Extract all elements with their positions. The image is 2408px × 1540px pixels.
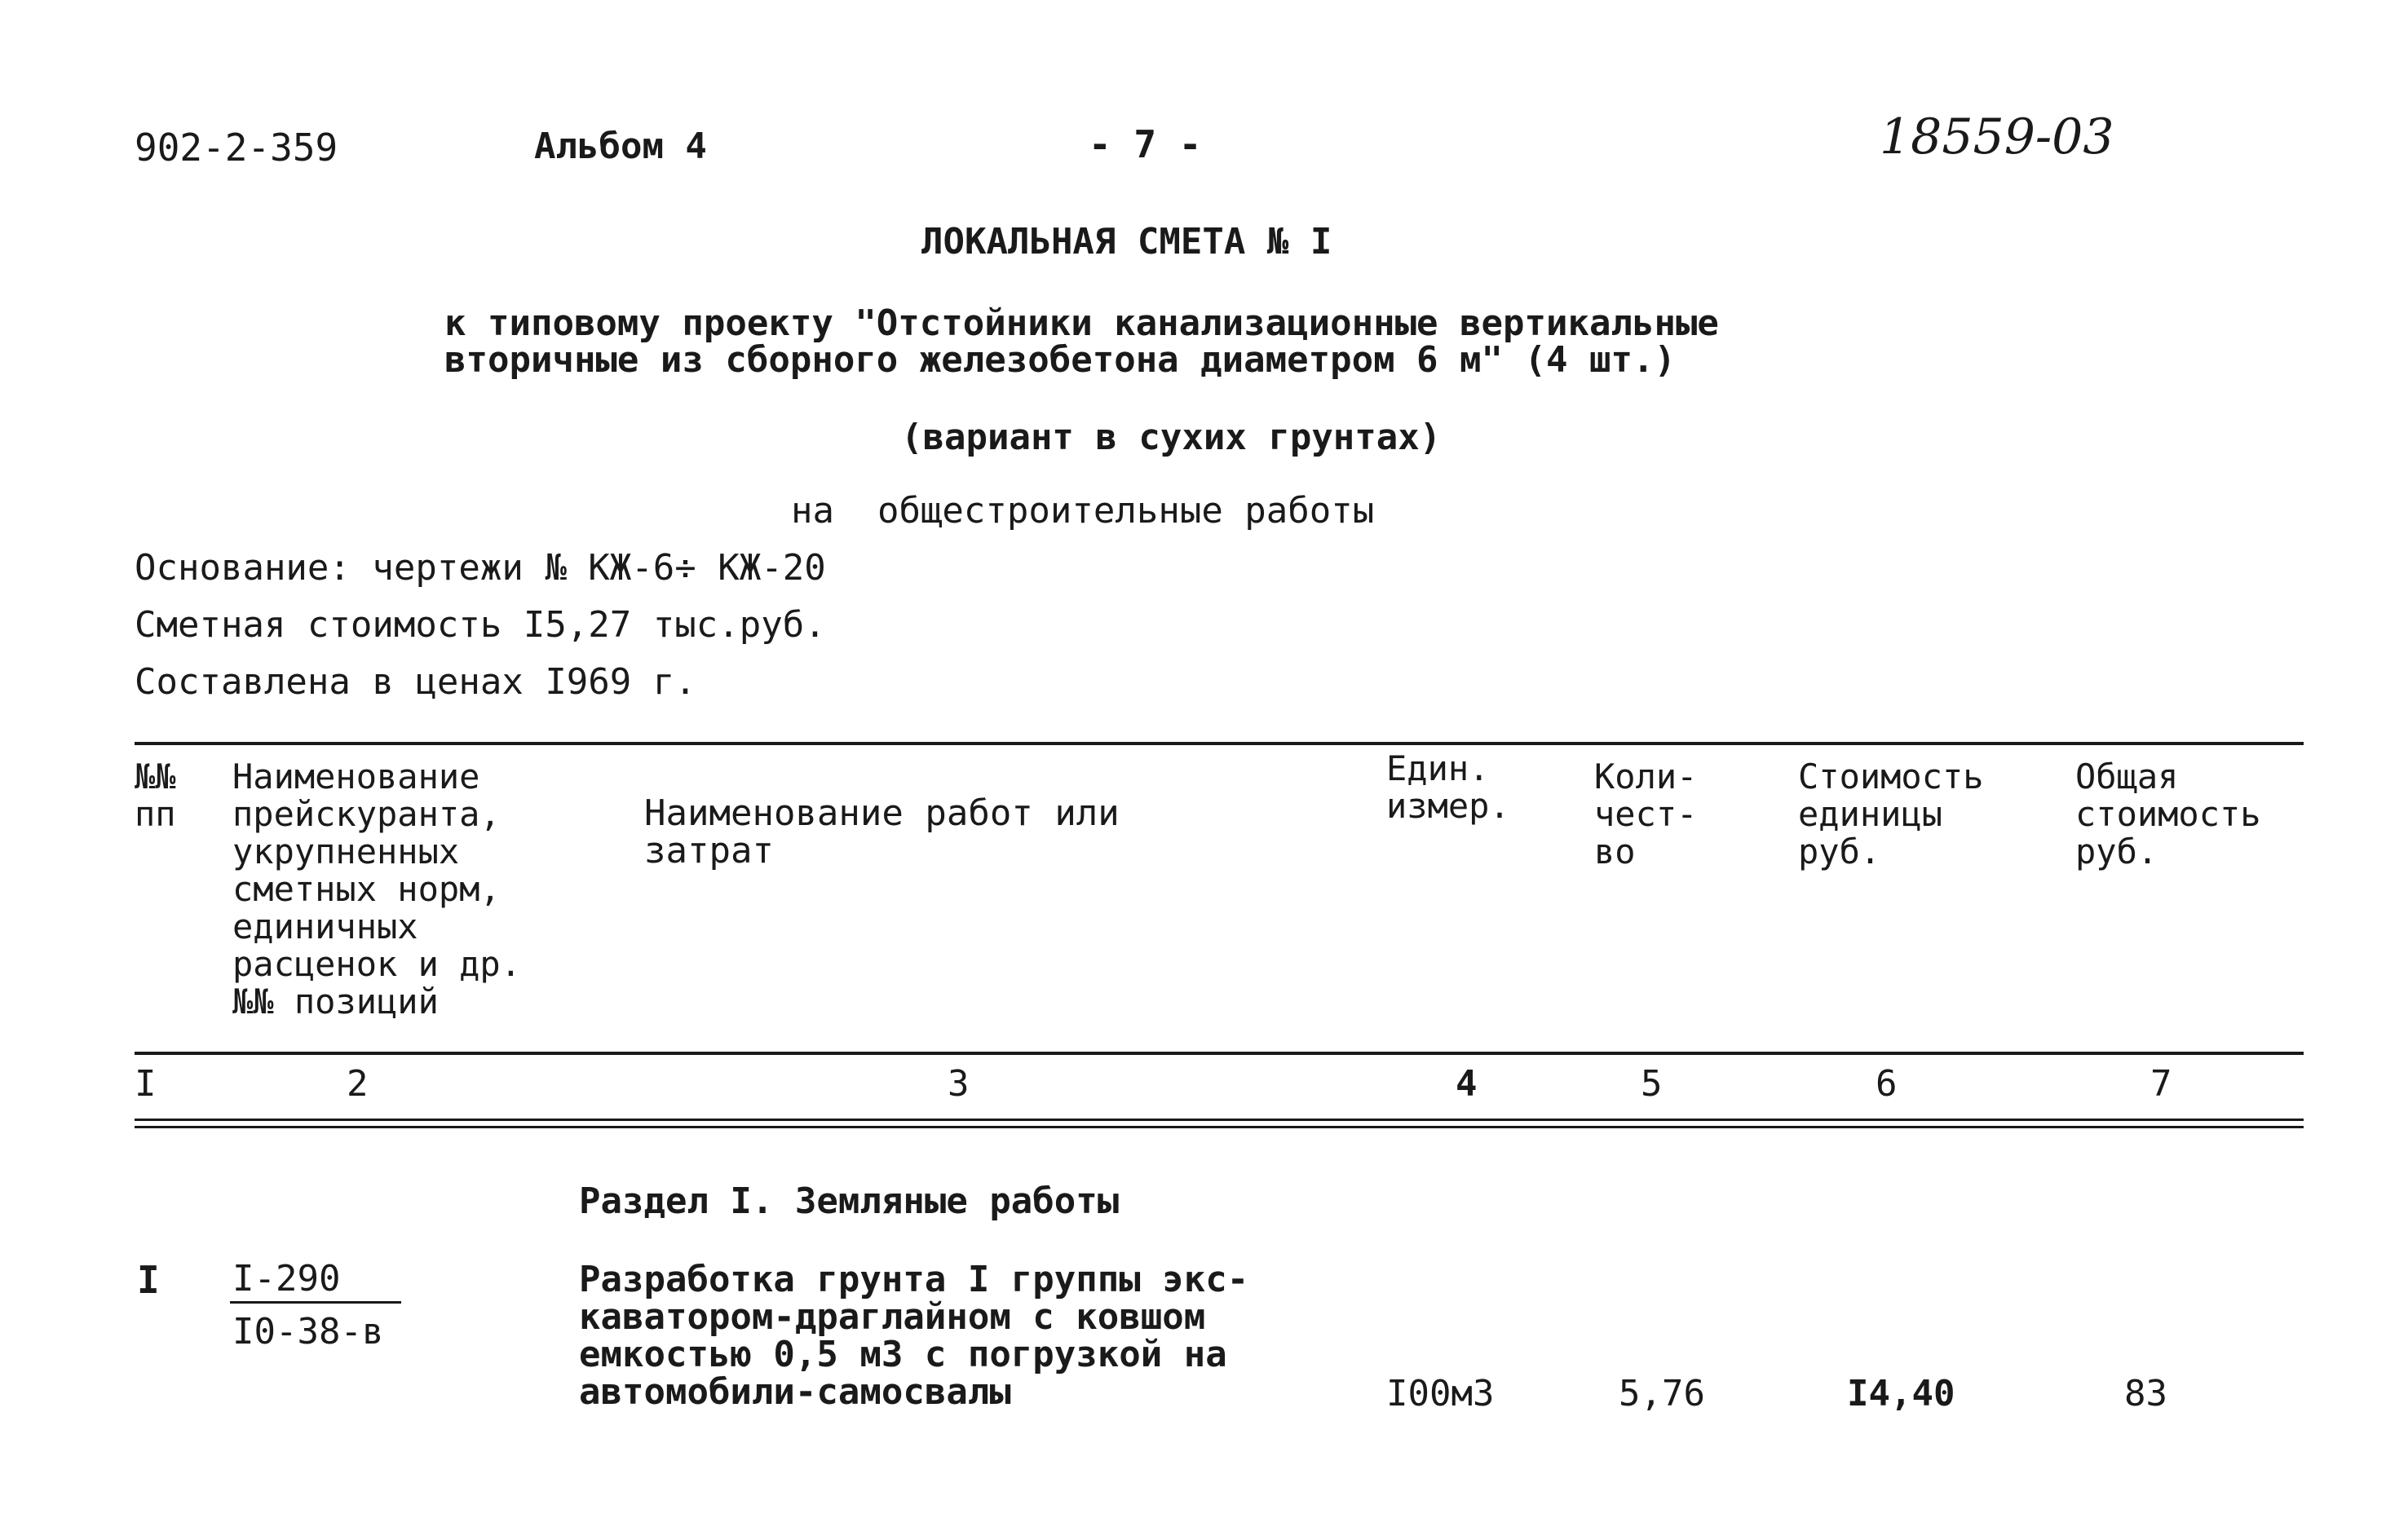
header-col-unit: Един. измер. <box>1386 748 1510 826</box>
header-col-quantity: Коли- чест- во <box>1594 757 1698 871</box>
column-numbers-rule-bottom <box>135 1126 2304 1128</box>
row-unit-cost: I4,40 <box>1847 1373 1955 1414</box>
row-total-cost: 83 <box>2124 1373 2167 1414</box>
prices-year-line: Составлена в ценах I969 г. <box>135 661 696 703</box>
header-col-unit-cost: Стоимость единицы руб. <box>1798 757 1984 871</box>
header-col-work-name: Наименование работ или затрат <box>644 792 1120 871</box>
row-description: Разработка грунта I группы экс- каватором-драглайном с ковшом емкостью 0,5 м3 с погрузкой на автомобили-самосвалы <box>579 1259 1249 1413</box>
column-number-1: I <box>135 1063 157 1105</box>
column-number-3: 3 <box>948 1063 970 1105</box>
column-numbers-rule-top <box>135 1119 2304 1121</box>
album-label: Альбом 4 <box>534 126 707 167</box>
section-title: Раздел I. Земляные работы <box>579 1180 1120 1222</box>
table-top-rule <box>135 742 2304 745</box>
document-title: ЛОКАЛЬНАЯ СМЕТА № I <box>921 221 1332 263</box>
row-code-bottom: I0-38-в <box>232 1311 384 1352</box>
basis-line: Основание: чертежи № КЖ-6÷ КЖ-20 <box>135 547 826 589</box>
column-number-4: 4 <box>1456 1063 1478 1105</box>
header-col-number: №№ пп <box>135 757 176 834</box>
page-number: - 7 - <box>1089 122 1202 166</box>
stamp-number: 18559-03 <box>1880 108 2114 165</box>
project-title-line2: вторичные из сборного железобетона диаметром 6 м" (4 шт.) <box>444 339 1676 381</box>
header-col-price-list: Наименование прейскуранта, укрупненных сметных норм, единичных расценок и др. №№ позиций <box>232 757 522 1022</box>
column-number-6: 6 <box>1876 1063 1898 1105</box>
row-unit: I00м3 <box>1386 1373 1495 1414</box>
row-quantity: 5,76 <box>1619 1373 1705 1414</box>
row-code-underline <box>230 1301 401 1304</box>
column-number-7: 7 <box>2150 1063 2172 1105</box>
column-number-2: 2 <box>347 1063 369 1105</box>
row-code-top: I-290 <box>232 1258 341 1300</box>
project-title-line1: к типовому проекту "Отстойники канализационные вертикальные <box>444 302 1719 344</box>
row-number: I <box>137 1258 160 1302</box>
works-subtitle: на общестроительные работы <box>791 490 1375 532</box>
header-bottom-rule <box>135 1052 2304 1055</box>
estimated-cost-line: Сметная стоимость I5,27 тыс.руб. <box>135 604 826 646</box>
variant-subtitle: (вариант в сухих грунтах) <box>901 417 1442 458</box>
document-code: 902-2-359 <box>135 126 338 170</box>
header-col-total-cost: Общая стоимость руб. <box>2075 757 2261 871</box>
column-number-5: 5 <box>1641 1063 1663 1105</box>
